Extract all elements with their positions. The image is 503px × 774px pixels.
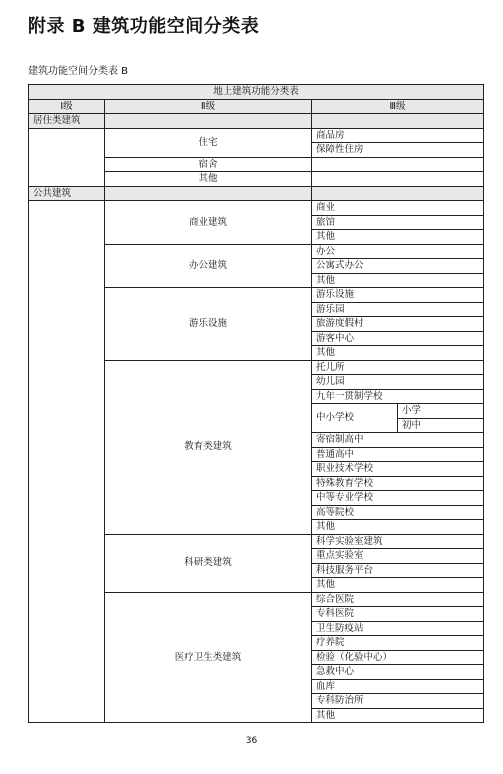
item: 其他 <box>312 346 484 361</box>
item: 职业技术学校 <box>312 462 484 477</box>
subcategory-dormitory: 宿舍 <box>105 157 312 172</box>
table-row <box>29 128 484 143</box>
item: 其他 <box>312 230 484 245</box>
page-number: 36 <box>245 736 258 746</box>
item: 保障性住房 <box>312 143 484 158</box>
subcategory-medical: 医疗卫生类建筑 <box>105 592 312 723</box>
item: 旅馆 <box>312 215 484 230</box>
header-level-3: Ⅲ级 <box>312 99 484 114</box>
item: 幼儿园 <box>312 375 484 390</box>
item: 普通高中 <box>312 447 484 462</box>
item: 检验（化验中心） <box>312 650 484 665</box>
item: 旅游度假村 <box>312 317 484 332</box>
item: 综合医院 <box>312 592 484 607</box>
item: 商品房 <box>312 128 484 143</box>
item: 其他 <box>312 273 484 288</box>
item: 特殊教育学校 <box>312 476 484 491</box>
table-row <box>29 114 484 129</box>
item: 专科医院 <box>312 607 484 622</box>
item: 科学实验室建筑 <box>312 534 484 549</box>
item: 游客中心 <box>312 331 484 346</box>
item: 游乐设施 <box>312 288 484 303</box>
item: 科技服务平台 <box>312 563 484 578</box>
table-header-row <box>29 99 484 114</box>
item-sub: 初中 <box>398 418 484 433</box>
item: 九年一贯制学校 <box>312 389 484 404</box>
item-sub: 小学 <box>398 404 484 419</box>
item: 卫生防疫站 <box>312 621 484 636</box>
item: 寄宿制高中 <box>312 433 484 448</box>
subcategory-research: 科研类建筑 <box>105 534 312 592</box>
item: 其他 <box>312 578 484 593</box>
item: 其他 <box>312 708 484 723</box>
subcategory-commercial: 商业建筑 <box>105 201 312 245</box>
subcategory-other: 其他 <box>105 172 312 187</box>
item: 高等院校 <box>312 505 484 520</box>
subcategory-education: 教育类建筑 <box>105 360 312 534</box>
item: 商业 <box>312 201 484 216</box>
header-level-2: Ⅱ级 <box>105 99 312 114</box>
item: 游乐园 <box>312 302 484 317</box>
table-row <box>29 201 484 216</box>
item-school: 中小学校 <box>312 404 398 433</box>
header-level-1: Ⅰ级 <box>29 99 105 114</box>
table-caption: 地上建筑功能分类表 <box>29 85 484 100</box>
item: 专科防治所 <box>312 694 484 709</box>
item: 血库 <box>312 679 484 694</box>
classification-table <box>28 84 484 723</box>
item: 重点实验室 <box>312 549 484 564</box>
item: 托儿所 <box>312 360 484 375</box>
page-title: 附录 B 建筑功能空间分类表 <box>28 16 260 37</box>
item: 公寓式办公 <box>312 259 484 274</box>
subcategory-housing: 住宅 <box>105 128 312 157</box>
item: 急救中心 <box>312 665 484 680</box>
table-caption-row <box>29 85 484 100</box>
table-row <box>29 186 484 201</box>
item: 中等专业学校 <box>312 491 484 506</box>
subcategory-office: 办公建筑 <box>105 244 312 288</box>
category-residential: 居住类建筑 <box>29 114 105 129</box>
table-subtitle: 建筑功能空间分类表 B <box>28 66 129 77</box>
category-public: 公共建筑 <box>29 186 105 201</box>
item: 办公 <box>312 244 484 259</box>
item: 疗养院 <box>312 636 484 651</box>
item: 其他 <box>312 520 484 535</box>
subcategory-recreation: 游乐设施 <box>105 288 312 361</box>
